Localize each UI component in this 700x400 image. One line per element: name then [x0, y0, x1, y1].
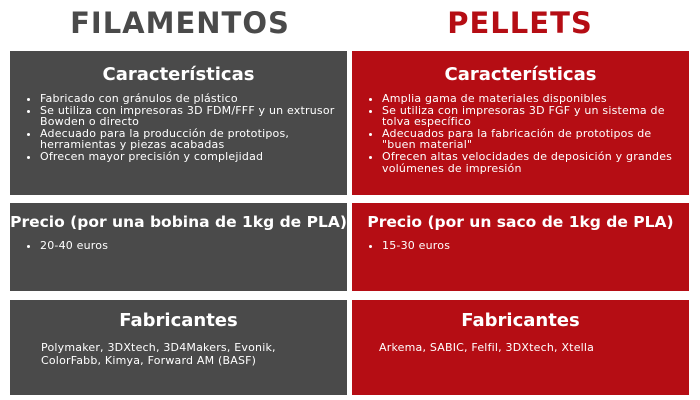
list-item: • Ofrecen mayor precisión y complejidad [40, 151, 339, 163]
pellets-makers-text: Arkema, SABIC, Felfil, 3DXtech, Xtella [379, 341, 595, 354]
pellets-price-list [352, 240, 689, 252]
filamentos-price-list [10, 240, 347, 252]
pellets-features-list [352, 93, 689, 174]
filamentos-features-heading: Características [102, 64, 255, 85]
pellets-makers-box [352, 300, 689, 395]
list-item: • Adecuados para la fabricación de prototipos de "buen material" [382, 128, 681, 151]
filamentos-makers-text: Polymaker, 3DXtech, 3D4Makers, Evonik, ColorFabb, Kimya, Forward AM (BASF) [41, 341, 276, 367]
filamentos-price-box [10, 203, 347, 291]
filamentos-features-box [10, 51, 347, 195]
pellets-features-box [352, 51, 689, 195]
filamentos-price-heading: Precio (por una bobina de 1kg de PLA) [10, 213, 347, 231]
filamentos-features-list [10, 93, 347, 163]
list-item: • Ofrecen altas velocidades de deposición y grandes volúmenes de impresión [382, 151, 681, 174]
pellets-features-heading: Características [444, 64, 597, 85]
list-item: • 15-30 euros [382, 240, 681, 252]
pellets-title: PELLETS [447, 6, 593, 40]
pellets-price-box [352, 203, 689, 291]
filamentos-title: FILAMENTOS [70, 6, 290, 40]
pellets-makers-heading: Fabricantes [461, 310, 580, 331]
list-item: • Fabricado con gránulos de plástico [40, 93, 339, 105]
filamentos-makers-heading: Fabricantes [119, 310, 238, 331]
list-item: • Adecuado para la producción de prototipos, herramientas y piezas acabadas [40, 128, 339, 151]
filamentos-makers-box [10, 300, 347, 395]
pellets-price-heading: Precio (por un saco de 1kg de PLA) [367, 213, 674, 231]
list-item: • Amplia gama de materiales disponibles [382, 93, 681, 105]
list-item: • Se utiliza con impresoras 3D FDM/FFF y un extrusor Bowden o directo [40, 105, 339, 128]
list-item: • Se utiliza con impresoras 3D FGF y un sistema de tolva específico [382, 105, 681, 128]
list-item: • 20-40 euros [40, 240, 339, 252]
